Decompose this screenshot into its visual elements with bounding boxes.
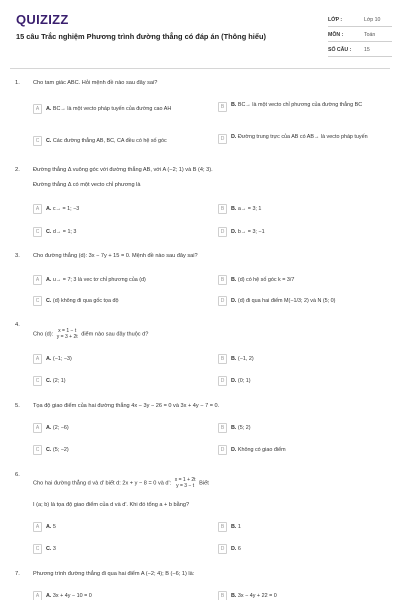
option-letter-box: D (218, 227, 227, 237)
meta-value: Lớp 10 (364, 17, 381, 23)
option-text: 6 (237, 546, 241, 552)
quizizz-logo: QUIZIZZ (16, 12, 69, 27)
option-letter-box: C (33, 376, 42, 386)
question-text-pre: Cho (d): (33, 331, 54, 338)
question-text (33, 477, 209, 489)
option-letter-box: A (33, 522, 42, 532)
option-letter-box: B (218, 591, 227, 600)
option-letter-box: A (33, 423, 42, 433)
option-key: D. (231, 229, 237, 235)
option-text: 3x + 4y − 10 = 0 (52, 593, 92, 599)
option-text: u→ = 7; 3 là vec tơ chỉ phương của (d) (52, 277, 146, 283)
option-key: D. (231, 447, 237, 453)
option-text: 3 (52, 546, 56, 552)
option-letter-box: C (33, 227, 42, 237)
option-key: B. (231, 206, 237, 212)
option-text: (2; 1) (52, 378, 66, 384)
question-text-line2: I (a; b) là tọa độ giao điểm của d và d'. Khi đó tổng a + b bằng? (33, 502, 190, 508)
option-text: 3x − 4y + 22 = 0 (237, 593, 277, 599)
option-text: (d) có hệ số góc k = 3/7 (237, 277, 295, 283)
option-key: D. (231, 298, 237, 304)
header-divider (10, 68, 390, 69)
option-key: B. (231, 102, 237, 108)
meta-row-count (328, 42, 392, 57)
option-letter-box: B (218, 522, 227, 532)
option-key: D. (231, 378, 237, 384)
option-letter-box: A (33, 591, 42, 600)
option-letter-box: B (218, 423, 227, 433)
option-letter-box: A (33, 275, 42, 285)
question-text-post: Biết (199, 480, 209, 487)
question-text: Cho tam giác ABC. Hỏi mệnh đề nào sau đây sai? (33, 80, 158, 86)
question-number: 1. (15, 80, 20, 86)
option-text: (−1; −3) (52, 356, 72, 362)
parametric-system (57, 328, 78, 340)
option-key: D. (231, 134, 237, 140)
meta-value: 15 (364, 47, 370, 53)
option-letter-box: A (33, 104, 42, 114)
question-number: 7. (15, 571, 20, 577)
option-key: A. (46, 593, 52, 599)
option-key: D. (231, 546, 237, 552)
meta-key: LỚP : (328, 17, 343, 23)
question-number: 3. (15, 253, 20, 259)
meta-row-subject (328, 27, 392, 42)
option-text: b→ = 3; −1 (237, 229, 265, 235)
option-letter-box: C (33, 136, 42, 146)
question-number: 4. (15, 322, 20, 328)
question-text (33, 328, 148, 340)
system-eq-top: x = 1 + 2t (174, 477, 196, 483)
option-letter-box: C (33, 296, 42, 306)
option-text: BC→ là một vecto pháp tuyến của đường cao AH (52, 106, 172, 112)
question-text: Tọa độ giao điểm của hai đường thẳng 4x − 3y − 26 = 0 và 3x + 4y − 7 = 0. (33, 403, 220, 409)
question-number: 6. (15, 472, 20, 478)
option-text: (0; 1) (237, 378, 251, 384)
option-key: B. (231, 425, 237, 431)
option-text: (d) không đi qua gốc tọa độ (52, 298, 119, 304)
question-text: Cho đường thẳng (d): 3x − 7y + 15 = 0. Mệnh đề nào sau đây sai? (33, 253, 198, 259)
option-key: C. (46, 298, 52, 304)
system-eq-top: x = 1 − t (58, 328, 77, 334)
option-text: (−1, 2) (237, 356, 254, 362)
question-number: 2. (15, 167, 20, 173)
option-key: A. (46, 106, 52, 112)
option-key: A. (46, 425, 52, 431)
question-text-line2: Đường thẳng Δ có một vecto chỉ phương là (33, 182, 141, 188)
question-text-post: điểm nào sau đây thuộc d? (81, 331, 149, 338)
option-letter-box: D (218, 445, 227, 455)
option-key: A. (46, 356, 52, 362)
meta-value: Toán (364, 32, 376, 38)
option-text: (d) đi qua hai điểm M(−1/3; 2) và N (5; 0) (237, 298, 336, 304)
option-text: a→ = 3; 1 (237, 206, 262, 212)
option-key: A. (46, 524, 52, 530)
option-text: 1 (237, 524, 241, 530)
question-text: Đường thẳng Δ vuông góc với đường thẳng AB, với A (−2; 1) và B (4; 3). (33, 167, 213, 173)
option-text: 5 (52, 524, 56, 530)
page-title: 15 câu Trắc nghiệm Phương trình đường thẳng có đáp án (Thông hiểu) (16, 32, 266, 41)
option-letter-box: D (218, 296, 227, 306)
option-text: (5; −2) (52, 447, 69, 453)
option-letter-box: C (33, 445, 42, 455)
option-key: C. (46, 546, 52, 552)
option-letter-box: D (218, 376, 227, 386)
question-text-pre: Cho hai đường thẳng d và d' biết d: 2x + y − 8 = 0 và d': (33, 480, 172, 487)
option-letter-box: B (218, 354, 227, 364)
option-letter-box: A (33, 354, 42, 364)
option-key: C. (46, 447, 52, 453)
option-letter-box: A (33, 204, 42, 214)
option-text: c→ = 1; −3 (52, 206, 80, 212)
system-eq-bottom: y = 3 − t (176, 483, 195, 489)
option-key: C. (46, 138, 52, 144)
option-letter-box: D (218, 134, 227, 144)
option-text: (5; 2) (237, 425, 251, 431)
option-key: B. (231, 277, 237, 283)
option-key: B. (231, 356, 237, 362)
option-text: Không có giao điểm (237, 447, 286, 453)
option-key: A. (46, 277, 52, 283)
option-text: (2; −6) (52, 425, 69, 431)
option-key: B. (231, 593, 237, 599)
meta-panel (328, 12, 392, 57)
option-key: B. (231, 524, 237, 530)
option-text: Đường trung trực của AB có AB→ là vecto pháp tuyến (237, 134, 368, 140)
option-letter-box: B (218, 204, 227, 214)
option-text: d→ = 1; 3 (52, 229, 77, 235)
option-key: A. (46, 206, 52, 212)
meta-key: MÔN : (328, 32, 344, 38)
parametric-system (175, 477, 196, 489)
option-text: Các đường thẳng AB, BC, CA đều có hệ số góc (52, 138, 167, 144)
option-key: C. (46, 229, 52, 235)
question-number: 5. (15, 403, 20, 409)
option-letter-box: B (218, 275, 227, 285)
system-eq-bottom: y = 3 + 2t (56, 334, 78, 340)
question-text: Phương trình đường thẳng đi qua hai điểm A (−2; 4); B (−6; 1) là: (33, 571, 195, 577)
option-letter-box: B (218, 102, 227, 112)
option-text: BC→ là một vecto chỉ phương của đường thẳng BC (237, 102, 363, 108)
meta-row-grade (328, 12, 392, 27)
option-key: C. (46, 378, 52, 384)
option-letter-box: D (218, 544, 227, 554)
worksheet-header (0, 0, 400, 60)
meta-key: SỐ CÂU : (328, 47, 352, 53)
option-letter-box: C (33, 544, 42, 554)
